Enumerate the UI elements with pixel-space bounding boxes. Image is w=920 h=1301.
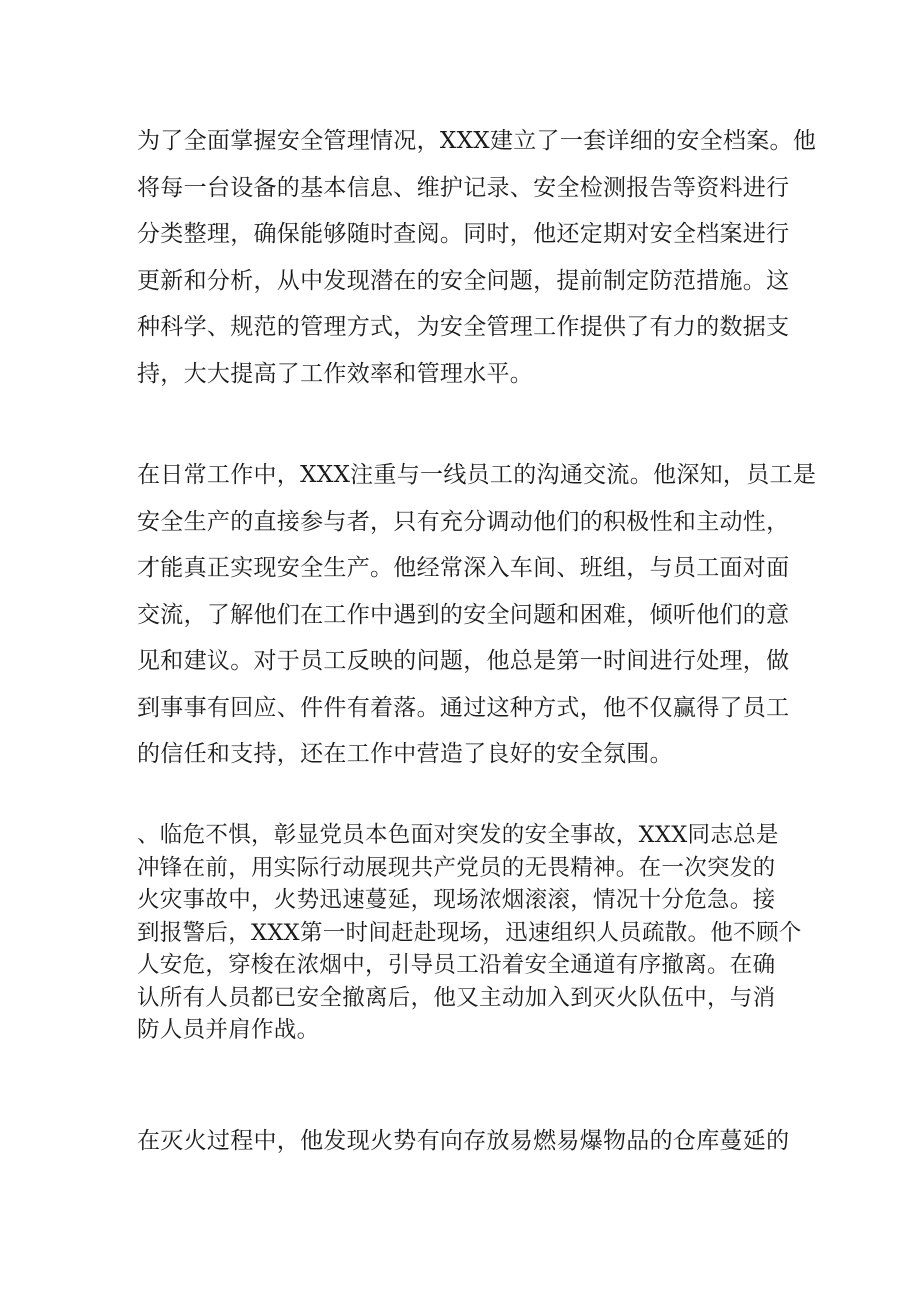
text-line: 为了全面掌握安全管理情况，XXX建立了一套详细的安全档案。他 bbox=[137, 128, 817, 154]
text-line: 持，大大提高了工作效率和管理水平。 bbox=[137, 360, 534, 387]
text-line: 冲锋在前，用实际行动展现共产党员的无畏精神。在一次突发的 bbox=[137, 854, 776, 881]
text-line: 在灭火过程中，他发现火势有向存放易燃易爆物品的仓库蔓延的 bbox=[137, 1128, 790, 1154]
paragraph-safety-archives bbox=[137, 118, 817, 397]
text-line: 交流，了解他们在工作中遇到的安全问题和困难，倾听他们的意 bbox=[137, 601, 790, 628]
text-line: 更新和分析，从中发现潜在的安全问题，提前制定防范措施。这 bbox=[137, 267, 790, 294]
text-line: 的信任和支持，还在工作中营造了良好的安全氛围。 bbox=[137, 741, 673, 767]
paragraph-employee-communication bbox=[137, 452, 817, 778]
text-line: 见和建议。对于员工反映的问题，他总是第一时间进行处理，做 bbox=[137, 648, 790, 674]
text-line: 在日常工作中，XXX注重与一线员工的沟通交流。他深知，员工是 bbox=[137, 462, 817, 488]
paragraph-firefighting bbox=[137, 1118, 790, 1165]
text-line: 安全生产的直接参与者，只有充分调动他们的积极性和主动性， bbox=[137, 508, 790, 535]
text-line: 分类整理，确保能够随时查阅。同时，他还定期对安全档案进行 bbox=[137, 221, 790, 247]
text-line: 、临危不惧，彰显党员本色面对突发的安全事故，XXX同志总是 bbox=[137, 822, 779, 848]
paragraph-emergency-response bbox=[137, 819, 802, 1047]
text-line: 认所有人员都已安全撤离后，他又主动加入到灭火队伍中，与消 bbox=[137, 984, 776, 1011]
text-line: 种科学、规范的管理方式，为安全管理工作提供了有力的数据支 bbox=[137, 314, 790, 340]
text-line: 到事事有回应、件件有着落。通过这种方式，他不仅赢得了员工 bbox=[137, 694, 790, 721]
text-line: 将每一台设备的基本信息、维护记录、安全检测报告等资料进行 bbox=[137, 174, 790, 201]
text-line: 防人员并肩作战。 bbox=[137, 1017, 320, 1043]
text-line: 才能真正实现安全生产。他经常深入车间、班组，与员工面对面 bbox=[137, 555, 790, 581]
text-line: 到报警后，XXX第一时间赶赴现场，迅速组织人员疏散。他不顾个 bbox=[137, 919, 802, 946]
text-line: 人安危，穿梭在浓烟中，引导员工沿着安全通道有序撤离。在确 bbox=[137, 952, 776, 978]
text-line: 火灾事故中，火势迅速蔓延，现场浓烟滚滚，情况十分危急。接 bbox=[137, 887, 776, 913]
